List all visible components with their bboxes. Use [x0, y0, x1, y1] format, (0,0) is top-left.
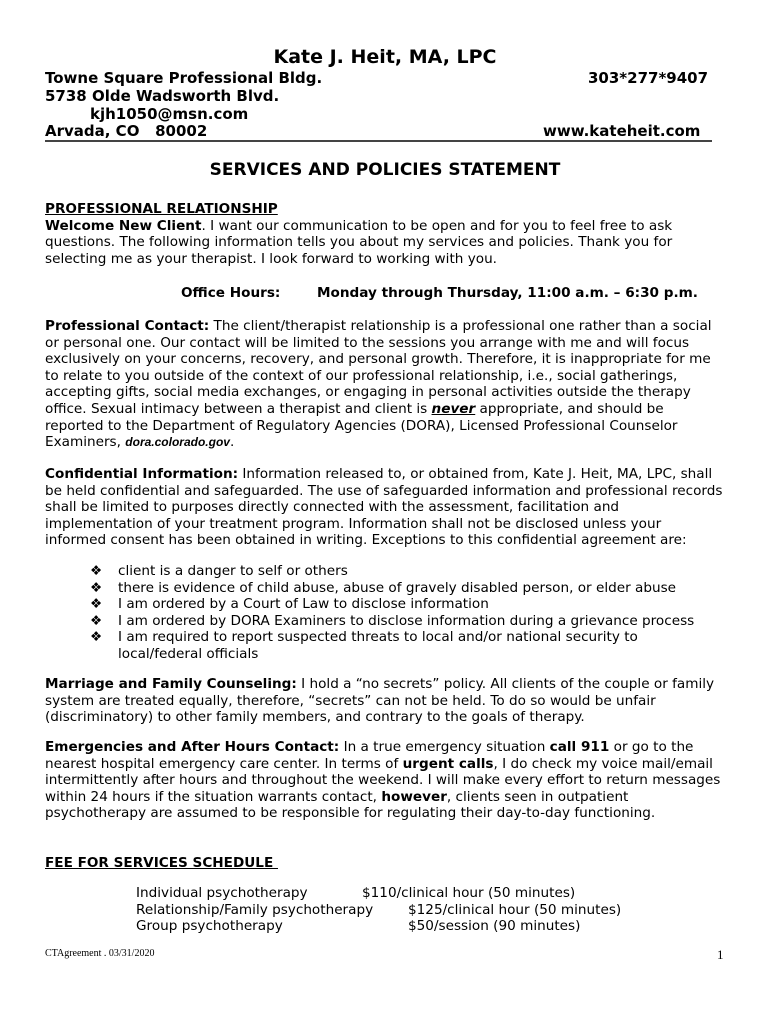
call-911-emphasis: call 911	[549, 739, 610, 755]
list-item	[90, 596, 694, 613]
list-item	[90, 563, 694, 580]
street-address: 5738 Olde Wadsworth Blvd.	[45, 87, 280, 105]
confidential-label: Confidential Information:	[45, 466, 239, 482]
marriage-family-text: I hold a “no secrets” policy. All clients of the couple or family system are treated equally, therefore, “secrets” can not be held. To do so would be unfair (discriminatory) to other family members, and contrary to the goals of therapy.	[45, 676, 715, 726]
fee-schedule-heading: FEE FOR SERVICES SCHEDULE	[45, 855, 278, 871]
professional-contact-text: The client/therapist relationship is a professional one rather than a social or personal one. Our contact will be limited to the sessions you arrange with me and will focus exclusively on your concerns, recovery, and personal growth. Therefore, it is inappropriate for me to relate to you outside of the context of our professional relationship, i.e., social gatherings, accepting gifts, social media exchanges, or engaging in personal activities outside the therapy office. Sexual intimacy between a therapist and client is	[45, 318, 712, 417]
exceptions-list	[90, 563, 694, 663]
however-emphasis: however	[381, 788, 447, 805]
fee-service-name: Group psychotherapy	[136, 918, 283, 934]
website: www.kateheit.com	[543, 122, 701, 140]
diamond-bullet-icon: ❖	[90, 563, 103, 579]
list-item	[90, 580, 694, 597]
fee-service-name: Relationship/Family psychotherapy	[136, 902, 374, 918]
period: .	[229, 434, 235, 451]
emergency-text: In a true emergency situation	[339, 739, 550, 755]
fee-rate: $125/clinical hour (50 minutes)	[408, 902, 622, 918]
exception-text: I am required to report suspected threats to local and/or national security to local/federal officials	[118, 629, 638, 662]
email-address: kjh1050@msn.com	[90, 105, 249, 123]
diamond-bullet-icon: ❖	[90, 612, 103, 629]
fee-service-name: Individual psychotherapy	[136, 885, 308, 901]
professional-contact-text-2: appropriate, and should be reported to the Department of Regulatory Agencies (DORA), Licensed Professional Counselor Examiners,	[45, 400, 678, 451]
urgent-calls-emphasis: urgent calls	[402, 755, 494, 772]
marriage-family-label: Marriage and Family Counseling:	[45, 676, 297, 692]
emergency-text-4: , clients seen in outpatient psychotherapy are assumed to be responsible for regulating their day-to-day functioning.	[45, 788, 656, 822]
dora-website: dora.colorado.gov	[125, 435, 230, 450]
list-item	[90, 629, 678, 662]
fee-rate: $110/clinical hour (50 minutes)	[362, 885, 576, 901]
diamond-bullet-icon: ❖	[90, 629, 103, 646]
city-state-zip: Arvada, CO 80002	[45, 122, 208, 140]
welcome-label: Welcome New Client	[45, 217, 202, 234]
confidential-paragraph	[45, 466, 725, 549]
diamond-bullet-icon: ❖	[90, 596, 103, 613]
office-hours-value: Monday through Thursday, 11:00 a.m. – 6:30 p.m.	[317, 285, 698, 301]
exception-text: there is evidence of child abuse, abuse of gravely disabled person, or elder abuse	[118, 579, 677, 596]
list-item	[90, 613, 694, 630]
exception-text: I am ordered by DORA Examiners to disclose information during a grievance process	[118, 612, 695, 629]
welcome-text: . I want our communication to be open and for you to feel free to ask questions. The following information tells you about my services and policies. Thank you for selecting me as your therapist. I look forward to working with you.	[45, 217, 673, 267]
emergency-text-3: , I do check my voice mail/email intermittently after hours and throughout the weekend. I will make every effort to return messages within 24 hours if the situation warrants contact,	[45, 755, 721, 805]
document-id-footer: CTAgreement . 03/31/2020	[45, 948, 155, 959]
header-divider	[45, 140, 712, 142]
section-heading: PROFESSIONAL RELATIONSHIP	[45, 201, 278, 217]
document-title: SERVICES AND POLICIES STATEMENT	[209, 160, 561, 180]
emergency-text-2: or go to the nearest hospital emergency care center. In terms of	[45, 739, 694, 772]
marriage-family-paragraph	[45, 676, 725, 726]
exception-text: I am ordered by a Court of Law to disclose information	[118, 596, 489, 613]
professional-contact-label: Professional Contact:	[45, 318, 210, 334]
professional-relationship-section	[45, 201, 725, 267]
never-emphasis: never	[431, 400, 476, 417]
diamond-bullet-icon: ❖	[90, 579, 103, 596]
exception-text: client is a danger to self or others	[118, 563, 348, 579]
fee-rate: $50/session (90 minutes)	[408, 918, 581, 934]
page-number: 1	[717, 947, 724, 962]
confidential-text: Information released to, or obtained from, Kate J. Heit, MA, LPC, shall be held confidential and safeguarded. The use of safeguarded information and professional records shall be limited to purposes directly connected with the assessment, facilitation and implementation of your treatment program. Information shall not be disclosed unless your informed consent has been obtained in writing. Exceptions to this confidential agreement are:	[45, 466, 723, 549]
emergency-paragraph	[45, 739, 725, 822]
building-name: Towne Square Professional Bldg.	[45, 69, 323, 87]
phone-number: 303*277*9407	[588, 69, 709, 87]
welcome-paragraph	[45, 218, 725, 268]
office-hours-label: Office Hours:	[181, 285, 281, 301]
emergency-label: Emergencies and After Hours Contact:	[45, 739, 340, 755]
professional-contact-paragraph	[45, 318, 725, 451]
therapist-name: Kate J. Heit, MA, LPC	[273, 46, 497, 68]
